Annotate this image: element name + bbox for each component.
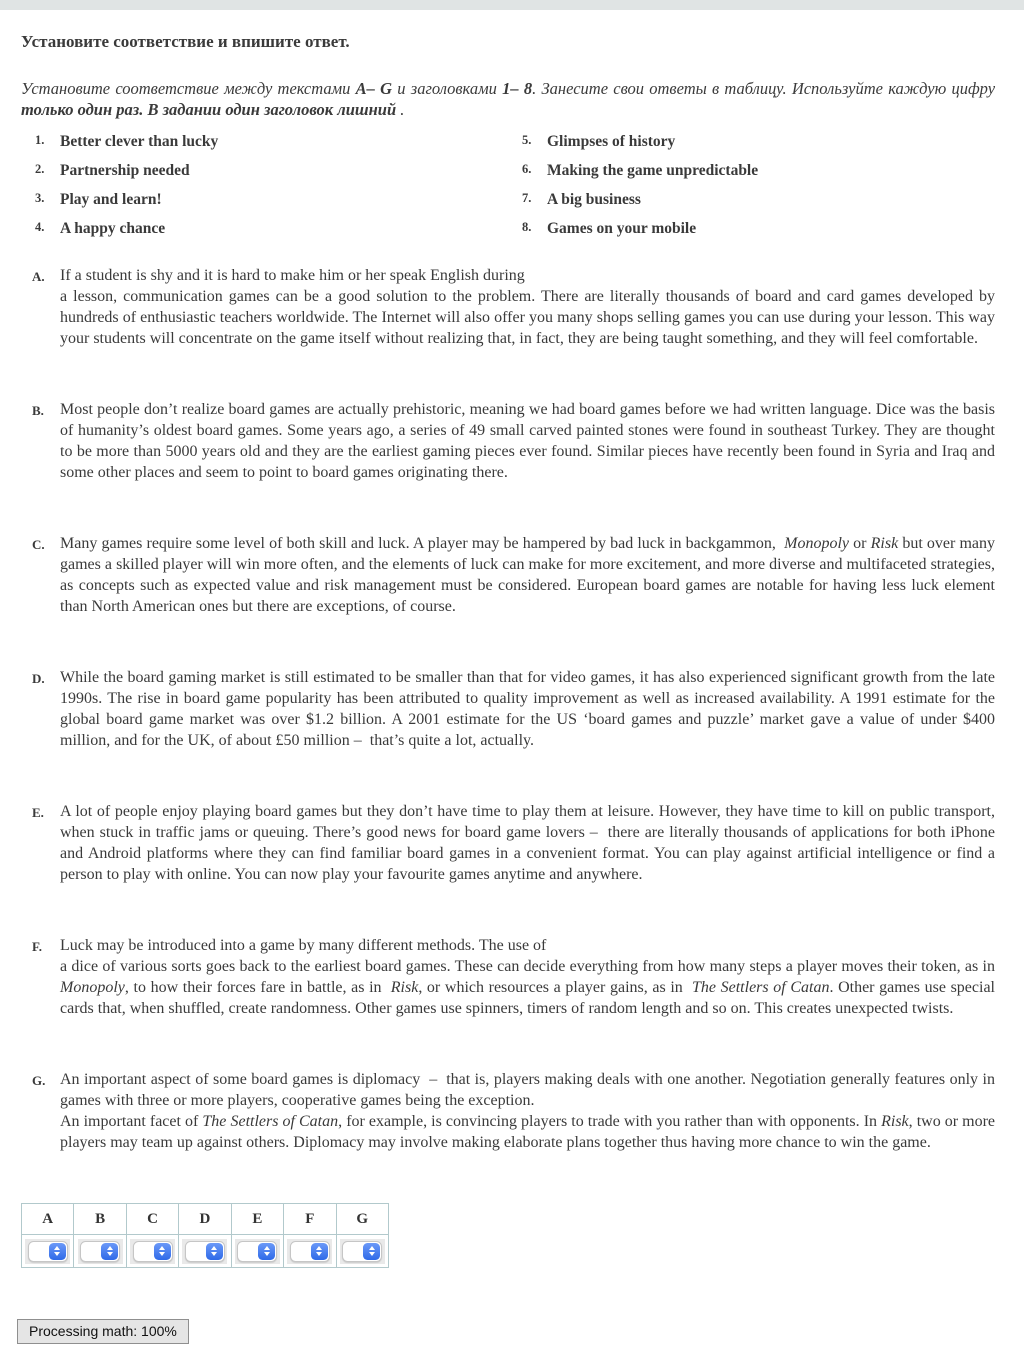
top-gray-bar xyxy=(0,0,1024,10)
answer-header-cell-c: C xyxy=(126,1204,178,1235)
paragraph-text: Most people don’t realize board games are actually prehistoric, meaning we had board games before we had written language. Dice was the basis of humanity’s oldest board games. Some years ago, a series of 49 small carved painted stones were found in southeast Turkey. They are thought to be more than 5000 years old and they are the earliest gaming pieces ever found. Similar pieces have recently been found in Syria and Iraq and some other places and seem to point to board games originating there. xyxy=(60,401,995,481)
paragraph-f xyxy=(32,935,996,1019)
heading-item-8 xyxy=(508,219,995,248)
paragraph-text: Many games require some level of both skill and luck. A player may be hampered by bad luck in backgammon, Monopoly or Risk but over many games a skilled player will win more often, and the elements of luck can make for more excitement, and more diverse and multifaceted strategies, as concepts such as expected value and risk management must be considered. European board games are notable for having less luck element than North American ones but there are exceptions, of course. xyxy=(60,535,996,615)
select-stepper-icon xyxy=(363,1243,380,1260)
heading-number: 8. xyxy=(522,220,532,234)
heading-number: 4. xyxy=(35,220,45,234)
select-stepper-icon xyxy=(101,1243,118,1260)
heading-item-5 xyxy=(508,132,995,161)
answer-table xyxy=(21,1203,389,1268)
paragraph-letter: E. xyxy=(32,805,44,820)
answer-cell-f xyxy=(284,1235,336,1268)
answer-select-row xyxy=(22,1235,389,1268)
select-stepper-icon xyxy=(258,1243,275,1260)
paragraph-a xyxy=(32,265,995,349)
answer-header-cell-b: B xyxy=(74,1204,126,1235)
headings-column-right xyxy=(508,132,995,248)
paragraph-text: A lot of people enjoy playing board games but they don’t have time to play them at leisure. However, they have time to kill on public transport, when stuck in traffic jams or queuing. There’s good news for board game lovers – there are literally thousands of applications for both iPhone and Android platforms where they can find familiar board games in a convenient format. You can play against artificial intelligence or find a person to play with online. You can now play your favourite games anytime and anywhere. xyxy=(60,803,995,883)
paragraph-letter: C. xyxy=(32,537,45,552)
heading-label: A happy chance xyxy=(60,220,166,237)
answer-select-f[interactable] xyxy=(287,1239,332,1264)
answer-header-cell-a: A xyxy=(22,1204,74,1235)
heading-item-1 xyxy=(21,132,508,161)
answer-select-c[interactable] xyxy=(130,1239,175,1264)
heading-number: 5. xyxy=(522,133,532,147)
paragraph-text: If a student is shy and it is hard to make him or her speak English during a lesson, communication games can be a good solution to the problem. There are literally thousands of board and card games developed by hundreds of enthusiastic teachers worldwide. The Internet will also offer you many shops selling games you can use during your lesson. This way your students will concentrate on the game itself without realizing that, in fact, they are being taught something, and they will feel comfortable. xyxy=(60,267,995,347)
answer-select-a[interactable] xyxy=(25,1239,70,1264)
text-paragraphs xyxy=(21,265,995,1153)
answer-header-cell-e: E xyxy=(231,1204,283,1235)
paragraph-text: Luck may be introduced into a game by many different methods. The use of a dice of various sorts goes back to the earliest board games. These can decide everything from how many steps a player moves their token, as in Monopoly, to how their forces fare in battle, as in Risk, or which resources a player gains, as in The Settlers of Catan. Other games use special cards that, when shuffled, create randomness. Other games use spinners, timers of random length and so on. This creates unexpected twists. xyxy=(60,937,996,1017)
headings-column-left xyxy=(21,132,508,248)
answer-cell-b xyxy=(74,1235,126,1268)
heading-number: 3. xyxy=(35,191,45,205)
answer-select-e[interactable] xyxy=(235,1239,280,1264)
heading-label: Glimpses of history xyxy=(547,133,676,150)
paragraph-letter: F. xyxy=(32,939,42,954)
answer-cell-a xyxy=(22,1235,74,1268)
heading-number: 2. xyxy=(35,162,45,176)
paragraph-letter: G. xyxy=(32,1073,46,1088)
heading-item-6 xyxy=(508,161,995,190)
heading-label: Making the game unpredictable xyxy=(547,162,759,179)
select-stepper-icon xyxy=(154,1243,171,1260)
heading-label: Better clever than lucky xyxy=(60,133,219,150)
heading-item-7 xyxy=(508,190,995,219)
task-instructions: Установите соответствие между текстами A– G и заголовками 1– 8. Занесите свои ответы в таблицу. Используйте каждую цифру только один раз. В задании один заголовок лишний . xyxy=(21,79,996,119)
answer-header-cell-f: F xyxy=(284,1204,336,1235)
answer-select-d[interactable] xyxy=(182,1239,227,1264)
paragraph-letter: B. xyxy=(32,403,44,418)
answer-cell-d xyxy=(179,1235,231,1268)
heading-label: A big business xyxy=(547,191,641,208)
answer-select-b[interactable] xyxy=(78,1239,123,1264)
heading-item-2 xyxy=(21,161,508,190)
answer-select-g[interactable] xyxy=(340,1239,385,1264)
heading-label: Partnership needed xyxy=(60,162,190,179)
answer-header-row xyxy=(22,1204,389,1235)
paragraph-c xyxy=(32,533,996,617)
heading-number: 7. xyxy=(522,191,532,205)
answer-cell-e xyxy=(231,1235,283,1268)
heading-label: Games on your mobile xyxy=(547,220,697,237)
paragraph-letter: A. xyxy=(32,269,45,284)
answer-header-cell-d: D xyxy=(179,1204,231,1235)
task-page xyxy=(0,31,1024,1268)
heading-item-4 xyxy=(21,219,508,248)
answer-header-cell-g: G xyxy=(336,1204,388,1235)
select-stepper-icon xyxy=(206,1243,223,1260)
answer-cell-c xyxy=(126,1235,178,1268)
heading-label: Play and learn! xyxy=(60,191,162,208)
paragraph-d xyxy=(32,667,995,751)
paragraph-g xyxy=(32,1069,996,1153)
mathjax-status-box: Processing math: 100% xyxy=(17,1319,189,1344)
heading-number: 6. xyxy=(522,162,532,176)
paragraph-b xyxy=(32,399,995,483)
page-title: Установите соответствие и впишите ответ. xyxy=(21,32,350,51)
heading-item-3 xyxy=(21,190,508,219)
select-stepper-icon xyxy=(49,1243,66,1260)
heading-number: 1. xyxy=(35,133,45,147)
paragraph-e xyxy=(32,801,995,885)
paragraph-letter: D. xyxy=(32,671,45,686)
answer-cell-g xyxy=(336,1235,388,1268)
paragraph-text: While the board gaming market is still estimated to be smaller than that for video games, it has also experienced significant growth from the late 1990s. The rise in board game popularity has been attributed to quality improvement as well as increased availability. A 1991 estimate for the global board game market was over $1.2 billion. A 2001 estimate for the US ‘board games and puzzle’ market gave a value of under $400 million, and for the UK, of about £50 million – that’s quite a lot, actually. xyxy=(60,669,995,749)
select-stepper-icon xyxy=(311,1243,328,1260)
paragraph-text: An important aspect of some board games is diplomacy – that is, players making deals with one another. Negotiation generally features only in games with three or more players, cooperative games being the exception. An important facet of The Settlers of Catan, for example, is convincing players to trade with you rather than with opponents. In Risk, two or more players may team up against others. Diplomacy may involve making elaborate plans together thus having more chance to win the game. xyxy=(60,1071,996,1151)
headings-list xyxy=(21,132,995,248)
